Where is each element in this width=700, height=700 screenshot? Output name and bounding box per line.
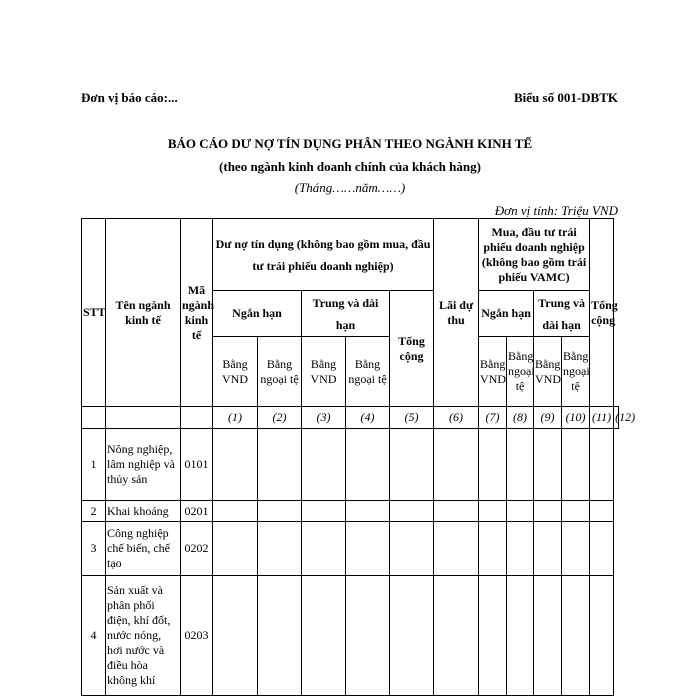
- bond-long-vnd-header: Bằng VND: [534, 337, 562, 407]
- credit-short-vnd-header: Bằng VND: [213, 337, 258, 407]
- credit-medium-long-header: Trung và dài hạn: [302, 291, 390, 337]
- column-number: (6): [434, 407, 479, 429]
- report-period: (Tháng……năm……): [294, 180, 406, 195]
- table-row: [82, 501, 619, 522]
- column-number: (9): [534, 407, 562, 429]
- row-sector-code: 0203: [181, 576, 213, 696]
- column-number-row: [82, 407, 619, 429]
- row-stt: 3: [82, 522, 106, 576]
- row-stt: 1: [82, 429, 106, 501]
- row-stt: 2: [82, 501, 106, 522]
- currency-unit: Đơn vị tính: Triệu VND: [494, 203, 618, 218]
- column-number: (3): [302, 407, 346, 429]
- table-row: [82, 429, 619, 501]
- column-number-blank: [181, 407, 213, 429]
- bond-short-foreign-header: Bằng ngoại tệ: [507, 337, 534, 407]
- row-sector-code: 0201: [181, 501, 213, 522]
- report-subtitle: (theo ngành kinh doanh chính của khách hàng): [219, 159, 481, 174]
- credit-short-term-header: Ngắn hạn: [213, 291, 302, 337]
- bond-long-foreign-header: Bằng ngoại tệ: [562, 337, 590, 407]
- table-row: [82, 522, 619, 576]
- column-number: (10): [562, 407, 590, 429]
- credit-short-foreign-header: Bằng ngoại tệ: [258, 337, 302, 407]
- row-sector-code: 0101: [181, 429, 213, 501]
- bond-short-vnd-header: Bằng VND: [479, 337, 507, 407]
- column-number: (4): [346, 407, 390, 429]
- bond-short-term-header: Ngắn hạn: [479, 291, 534, 337]
- bond-medium-long-header: Trung và dài hạn: [534, 291, 590, 337]
- column-number: (2): [258, 407, 302, 429]
- credit-total-header: Tổng cộng: [390, 291, 434, 407]
- col-sector-name-header: Tên ngành kinh tế: [106, 219, 181, 407]
- credit-long-vnd-header: Bằng VND: [302, 337, 346, 407]
- col-stt-header: STT: [82, 219, 106, 407]
- row-sector-name: Khai khoáng: [106, 501, 181, 522]
- row-sector-name: Sản xuất và phân phối điện, khí đốt, nước nóng, hơi nước và điều hòa không khí: [106, 576, 181, 696]
- column-number-blank: [106, 407, 181, 429]
- column-number: (5): [390, 407, 434, 429]
- form-number: Biểu số 001-DBTK: [513, 90, 618, 105]
- column-number: (7): [479, 407, 507, 429]
- column-number: (11): [590, 407, 614, 429]
- report-title: BÁO CÁO DƯ NỢ TÍN DỤNG PHÂN THEO NGÀNH KINH TẾ: [167, 136, 533, 151]
- bond-group-header: Mua, đầu tư trái phiếu doanh nghiệp (không bao gồm trái phiếu VAMC): [479, 219, 590, 291]
- row-stt: 4: [82, 576, 106, 696]
- row-sector-code: 0202: [181, 522, 213, 576]
- column-number-blank: [82, 407, 106, 429]
- col-interest-header: Lãi dự thu: [434, 219, 479, 407]
- credit-report-table: [81, 218, 636, 696]
- column-number: (8): [507, 407, 534, 429]
- row-sector-name: Công nghiệp chế biến, chế tạo: [106, 522, 181, 576]
- col-sector-code-header: Mã ngành kinh tế: [181, 219, 213, 407]
- reporting-unit-label: Đơn vị báo cáo:...: [81, 90, 178, 105]
- table-row: [82, 576, 619, 696]
- row-sector-name: Nông nghiệp, lâm nghiệp và thủy sản: [106, 429, 181, 501]
- column-number: (12): [614, 407, 619, 429]
- column-number: (1): [213, 407, 258, 429]
- credit-group-header: Dư nợ tín dụng (không bao gồm mua, đầu tư trái phiếu doanh nghiệp): [213, 219, 434, 291]
- col-bond-total-header: Tổng cộng: [590, 219, 614, 407]
- credit-long-foreign-header: Bằng ngoại tệ: [346, 337, 390, 407]
